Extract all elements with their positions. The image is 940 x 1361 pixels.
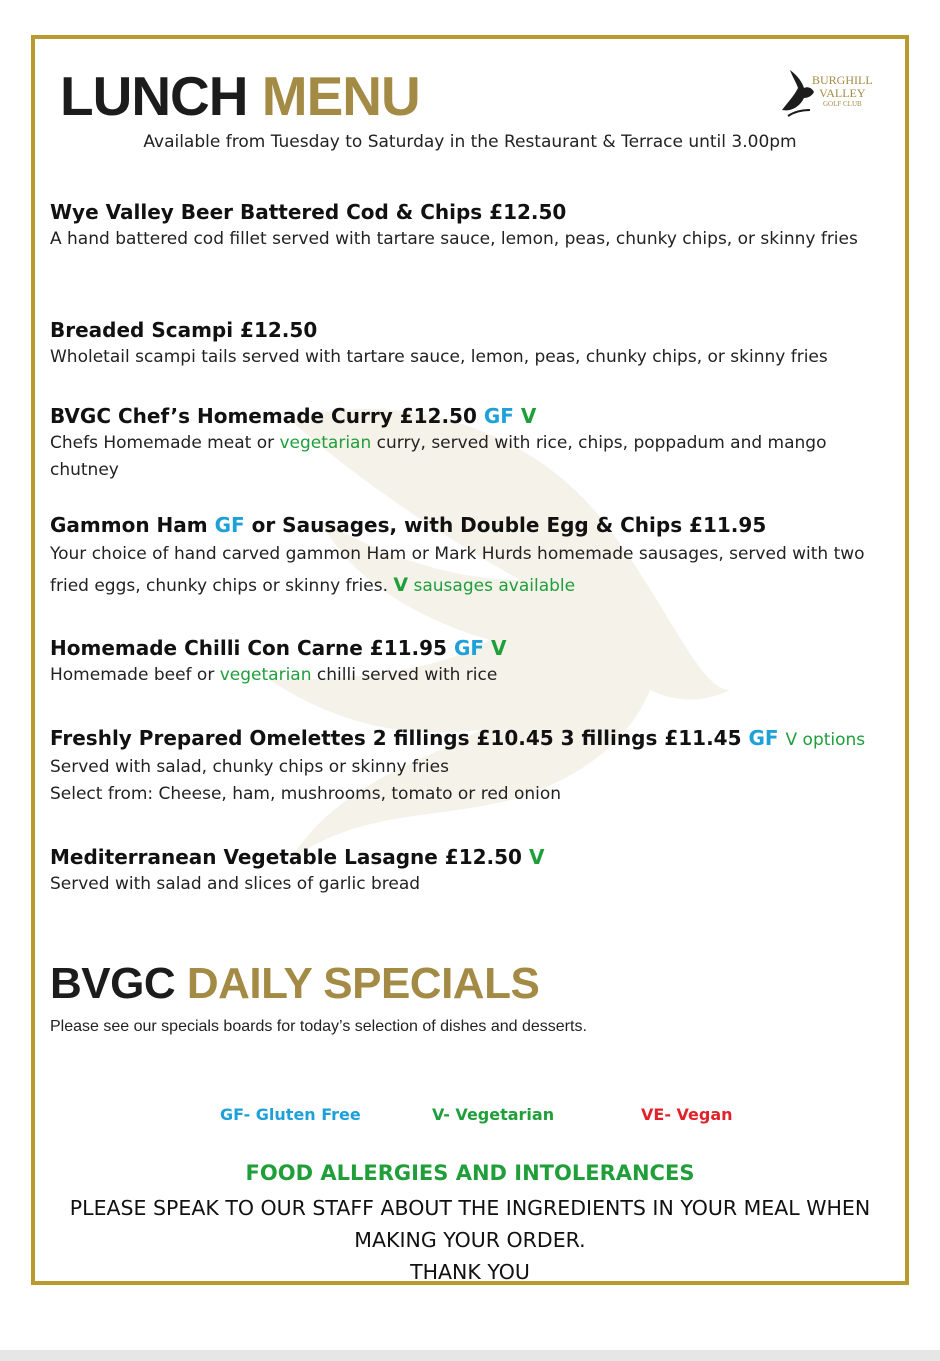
- specials-title: [50, 956, 539, 1012]
- allergy-line: PLEASE SPEAK TO OUR STAFF ABOUT THE INGREDIENTS IN YOUR MEAL WHEN: [69, 1196, 871, 1220]
- menu-subtitle: Available from Tuesday to Saturday in the Restaurant & Terrace until 3.00pm: [143, 132, 797, 152]
- allergy-heading: FOOD ALLERGIES AND INTOLERANCES: [245, 1161, 695, 1185]
- item-description: [50, 662, 900, 689]
- item-name: Wye Valley Beer Battered Cod & Chips £12.50: [50, 200, 567, 224]
- item-description: Select from: Cheese, ham, mushrooms, tomato or red onion: [50, 784, 562, 804]
- allergy-notice: [50, 1192, 890, 1288]
- desc-text: curry, served with rice, chips, poppadum and mango chutney: [50, 433, 827, 480]
- item-name: [50, 402, 900, 430]
- item-name: [50, 511, 900, 539]
- menu-item: [50, 843, 900, 898]
- vegetarian-word: vegetarian: [279, 433, 372, 453]
- desc-text: Homemade beef or: [50, 665, 220, 685]
- title-lunch: LUNCH: [60, 65, 248, 127]
- item-description: [50, 539, 900, 602]
- allergy-line: THANK YOU: [410, 1260, 530, 1284]
- logo-line2: VALLEY: [819, 86, 866, 100]
- menu-item: [50, 402, 900, 484]
- logo-line3: GOLF CLUB: [822, 100, 862, 108]
- v-badge: V: [520, 404, 537, 428]
- gf-badge: GF: [453, 636, 485, 660]
- desc-text: Chefs Homemade meat or: [50, 433, 280, 453]
- legend-vegan: VE- Vegan: [641, 1105, 733, 1124]
- vegetarian-word: vegetarian: [219, 665, 312, 685]
- gf-badge: GF: [214, 513, 245, 537]
- item-description: A hand battered cod fillet served with tartare sauce, lemon, peas, chunky chips, or skinny fries: [50, 229, 858, 249]
- item-name: [50, 724, 900, 754]
- logo-line1: BURGHILL: [812, 73, 873, 87]
- menu-item: [50, 316, 900, 371]
- v-badge: V: [490, 636, 507, 660]
- item-name: [50, 843, 900, 871]
- item-name-text: Mediterranean Vegetable Lasagne £12.50: [50, 845, 522, 869]
- specials-title-bvgc: BVGC: [50, 959, 176, 1008]
- menu-item: [50, 198, 900, 253]
- allergy-line: MAKING YOUR ORDER.: [354, 1228, 586, 1252]
- v-options-badge: V options: [785, 730, 866, 750]
- item-name-text: or Sausages, with Double Egg & Chips £11.95: [244, 513, 767, 537]
- desc-text: Your choice of hand carved gammon Ham or Mark Hurds homemade sausages, served with two fried eggs, chunky chips or skinny fries.: [50, 544, 865, 596]
- item-description: Served with salad and slices of garlic bread: [50, 874, 421, 894]
- item-name-text: Homemade Chilli Con Carne £11.95: [50, 636, 447, 660]
- item-name-text: BVGC Chef’s Homemade Curry £12.50: [50, 404, 477, 428]
- item-description: Served with salad, chunky chips or skinny fries: [50, 757, 449, 777]
- item-description: [50, 430, 900, 484]
- menu-item: [50, 724, 900, 808]
- menu-item: [50, 511, 900, 602]
- title-menu: MENU: [261, 65, 420, 127]
- menu-title: [60, 66, 420, 126]
- v-badge: V: [528, 845, 545, 869]
- page-bottom-strip: [0, 1350, 940, 1361]
- item-name-text: Freshly Prepared Omelettes 2 fillings £10.45 3 fillings £11.45: [50, 726, 742, 750]
- v-badge: V: [393, 574, 409, 596]
- gf-badge: GF: [748, 726, 779, 750]
- menu-item: [50, 634, 900, 689]
- item-name-text: Gammon Ham: [50, 513, 215, 537]
- specials-title-daily: DAILY SPECIALS: [186, 959, 540, 1008]
- club-logo: [812, 74, 873, 109]
- gf-badge: GF: [483, 404, 514, 428]
- legend-gluten-free: GF- Gluten Free: [220, 1105, 361, 1124]
- desc-text: chilli served with rice: [311, 665, 498, 685]
- sausages-available: sausages available: [408, 576, 576, 596]
- item-name: Breaded Scampi £12.50: [50, 318, 318, 342]
- specials-text: Please see our specials boards for today’s selection of dishes and desserts.: [50, 1018, 587, 1035]
- item-name: [50, 634, 900, 662]
- item-description: Wholetail scampi tails served with tartare sauce, lemon, peas, chunky chips, or skinny fries: [50, 347, 828, 367]
- legend-vegetarian: V- Vegetarian: [432, 1105, 555, 1124]
